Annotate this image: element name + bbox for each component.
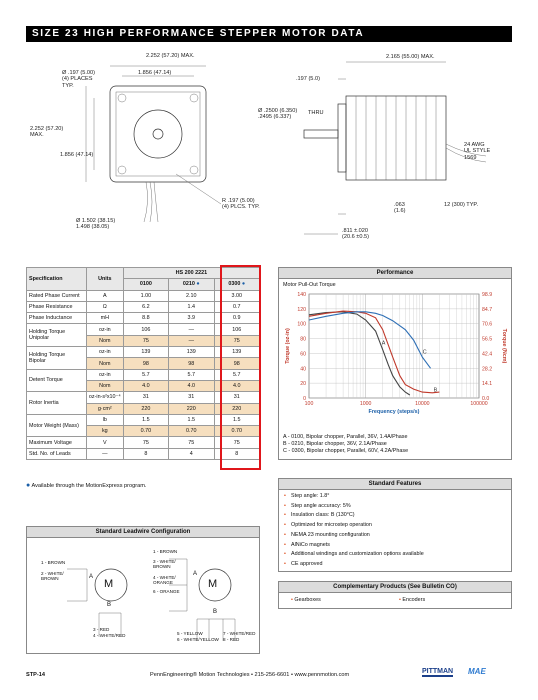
spec-value: 31 [214, 392, 259, 403]
spec-value: 5.7 [214, 369, 259, 380]
y2-tick-label: 42.4 [482, 351, 493, 358]
spec-value: 98 [123, 358, 168, 369]
curve-label-a: A [381, 340, 386, 347]
footer-company: PennEngineering® Motion Technologies • 215-256-6601 • www.pennmotion.com [150, 672, 350, 678]
spec-value: 8 [214, 448, 259, 459]
dim-side-length: 2.165 (55.00) MAX. [386, 54, 435, 60]
left-b1: 3 - RED [93, 627, 110, 632]
performance-title: Performance [279, 268, 511, 279]
spec-value: 31 [123, 392, 168, 403]
spec-label: Phase Resistance [27, 301, 87, 312]
features-panel [278, 478, 512, 572]
spec-unit: oz-in [86, 369, 123, 380]
spec-unit: oz-in [86, 324, 123, 335]
spec-label: Maximum Voltage [27, 437, 87, 448]
dim-lead-length: 12 (300) TYP. [444, 202, 478, 208]
footnote: ● Available through the MotionExpress program. [26, 482, 147, 489]
comp-encoders: • Encoders [399, 597, 426, 603]
spec-value: 106 [123, 324, 168, 335]
spec-value: 139 [169, 347, 214, 358]
spec-unit: Ω [86, 301, 123, 312]
spec-value: 1.4 [169, 301, 214, 312]
dim-shaft-length: .811 ±.020 (20.6 ±0.5) [342, 228, 370, 241]
model-number: HS 200 2221 [123, 268, 259, 279]
dim-left-inner: 1.856 (47.14) [60, 152, 94, 158]
dim-flange: .063 (1.6) [394, 202, 406, 215]
features-list [279, 490, 511, 570]
dim-left-height: 2.252 (57.20) MAX. [30, 126, 64, 139]
y-tick-label: 40 [300, 366, 306, 373]
comp-gearboxes: • Gearboxes [291, 597, 321, 603]
motionexpress-icon: ● [196, 281, 200, 288]
y2-tick-label: 84.7 [482, 306, 493, 313]
x-tick-label: 100000 [470, 401, 488, 407]
spec-value: — [169, 324, 214, 335]
spec-value: 5.7 [123, 369, 168, 380]
chart-label: Motor Pull-Out Torque [283, 282, 336, 288]
motor-symbol-left: M [104, 578, 114, 590]
spec-value: 1.5 [214, 414, 259, 425]
y2-axis-label: Torque (Ncm) [501, 328, 507, 364]
chart-legend [283, 434, 408, 456]
winding-0300: 0300 ● [214, 279, 259, 290]
right-coil-a: A [193, 571, 198, 577]
spec-value: 106 [214, 324, 259, 335]
leadwire-panel [26, 526, 260, 654]
x-axis-label: Frequency (steps/s) [368, 409, 420, 415]
feature-item: • Step angle: 1.8° [279, 492, 511, 502]
spec-label: Holding Torque Bipolar [27, 347, 87, 370]
spec-value: 4.0 [214, 380, 259, 391]
y2-tick-label: 56.5 [482, 336, 493, 343]
legend-c: C - 0300, Bipolar chopper, Parallel, 60V, 4.2A/Phase [283, 448, 409, 455]
plot-area [309, 294, 479, 398]
spec-value: 3.00 [214, 290, 259, 301]
left-a2: 2 - WHITE/ BROWN [41, 571, 64, 581]
feature-item: • Insulation class: B (130°C) [279, 511, 511, 521]
spec-unit: — [86, 448, 123, 459]
page-title: SIZE 23 HIGH PERFORMANCE STEPPER MOTOR DATA [26, 26, 512, 42]
dim-197: .197 (5.0) [296, 76, 320, 82]
y-axis-label: Torque (oz-in) [285, 328, 291, 364]
y2-tick-label: 70.6 [482, 321, 493, 328]
spec-value: 0.70 [123, 426, 168, 437]
right-w7: 7 - WHITE/RED [223, 631, 256, 636]
spec-value: 4.0 [169, 380, 214, 391]
spec-value: 75 [214, 437, 259, 448]
y2-tick-label: 0.0 [482, 396, 490, 402]
dim-front-inner: 1.856 (47.14) [138, 70, 172, 76]
spec-unit: oz-in [86, 347, 123, 358]
motor-drawing [26, 44, 512, 249]
spec-unit: oz-in-s²x10⁻⁴ [86, 392, 123, 403]
complementary-panel [278, 581, 512, 609]
spec-unit: Nom [86, 358, 123, 369]
pittman-logo: PITTMAN [422, 668, 454, 675]
performance-panel [278, 267, 512, 460]
spec-value: 75 [214, 335, 259, 346]
legend-a: A - 0100, Bipolar chopper, Parallel, 36V, 1.4A/Phase [283, 434, 408, 440]
col-units: Units [86, 268, 123, 291]
spec-unit: g·cm² [86, 403, 123, 414]
spec-unit: Nom [86, 380, 123, 391]
right-w4: 6 - ORANGE [153, 589, 180, 594]
legend-b: B - 0210, Bipolar chopper, 36V, 2.1A/Phase [283, 441, 387, 448]
spec-value: 75 [169, 437, 214, 448]
curve-label-b: B [433, 387, 438, 394]
left-b2: 4 - WHITE/RED [93, 633, 126, 638]
spec-value: 220 [214, 403, 259, 414]
leadwire-title: Standard Leadwire Configuration [27, 527, 259, 538]
spec-unit: V [86, 437, 123, 448]
motionexpress-icon: ● [241, 281, 246, 288]
spec-value: 75 [123, 437, 168, 448]
spec-value: 4 [169, 448, 214, 459]
spec-value: 139 [123, 347, 168, 358]
spec-unit: lb [86, 414, 123, 425]
motionexpress-icon: ● [26, 482, 31, 489]
highlight-box [220, 265, 261, 470]
x-tick-label: 100 [304, 401, 314, 407]
features-title: Standard Features [279, 479, 511, 490]
spec-unit: A [86, 290, 123, 301]
dim-leads: 24 AWG UL STYLE 1569 [464, 142, 491, 161]
spec-value: 2.10 [169, 290, 214, 301]
feature-item: • Additional windings and customization options available [279, 550, 511, 560]
spec-value: 139 [214, 347, 259, 358]
right-w6: 6 - WHITE/YELLOW [177, 637, 219, 642]
right-w1: 1 - BROWN [153, 549, 178, 554]
mae-logo: MAE [468, 667, 486, 676]
y-tick-label: 120 [297, 306, 306, 313]
spec-value: 0.9 [214, 313, 259, 324]
right-coil-b: B [213, 609, 218, 615]
curve-label-c: C [422, 349, 427, 356]
spec-label: Rated Phase Current [27, 290, 87, 301]
footer-code: STP-14 [26, 672, 45, 678]
right-w5: 5 - YELLOW [177, 631, 203, 636]
y-tick-label: 140 [297, 292, 306, 298]
spec-label: Std. No. of Leads [27, 448, 87, 459]
spec-value: 1.00 [123, 290, 168, 301]
winding-0100: 0100 [123, 279, 168, 290]
y-tick-label: 100 [297, 321, 306, 328]
spec-value: 3.9 [169, 313, 214, 324]
spec-label: Phase Inductance [27, 313, 87, 324]
feature-item: • Step angle accuracy: 5% [279, 502, 511, 512]
spec-label: Detent Torque [27, 369, 87, 392]
spec-unit: Nom [86, 335, 123, 346]
motor-symbol-right: M [208, 578, 218, 590]
feature-item: • CE approved [279, 560, 511, 570]
y-tick-label: 80 [300, 336, 306, 343]
spec-value: 4.0 [123, 380, 168, 391]
dim-radius-note: R .197 (5.00) (4) PLCS. TYP. [222, 198, 260, 211]
spec-value: 8.8 [123, 313, 168, 324]
y2-tick-label: 14.1 [482, 381, 493, 388]
torque-chart [279, 288, 511, 418]
right-w2: 3 - WHITE/ BROWN [153, 559, 176, 569]
dim-hole-note: Ø .197 (5.00) (4) PLACES TYP. [62, 70, 95, 89]
x-tick-label: 1000 [359, 401, 372, 407]
spec-unit: mH [86, 313, 123, 324]
spec-value: 75 [123, 335, 168, 346]
spec-label: Rotor Inertia [27, 392, 87, 415]
spec-value: 0.70 [169, 426, 214, 437]
feature-item: • AlNiCo magnets [279, 541, 511, 551]
winding-0210: 0210 ● [169, 279, 214, 290]
feature-item: • Optimized for microstep operation [279, 521, 511, 531]
spec-value: — [169, 335, 214, 346]
left-a1: 1 - BROWN [41, 560, 66, 565]
dim-thru: THRU [308, 110, 324, 116]
spec-value: 98 [214, 358, 259, 369]
left-coil-a: A [89, 574, 94, 580]
right-w3: 4 - WHITE/ ORANGE [153, 575, 176, 585]
y2-tick-label: 28.2 [482, 366, 493, 373]
x-tick-label: 10000 [415, 401, 430, 407]
spec-value: 220 [123, 403, 168, 414]
spec-label: Motor Weight (Mass) [27, 414, 87, 437]
spec-value: 0.7 [214, 301, 259, 312]
spec-value: 1.5 [169, 414, 214, 425]
spec-value: 31 [169, 392, 214, 403]
complementary-title: Complementary Products (See Bulletin CO) [279, 582, 511, 593]
y2-tick-label: 98.9 [482, 292, 493, 298]
spec-value: 8 [123, 448, 168, 459]
spec-value: 98 [169, 358, 214, 369]
spec-unit: kg [86, 426, 123, 437]
y-tick-label: 60 [300, 351, 306, 358]
right-w8: 8 - RED [223, 637, 240, 642]
y-tick-label: 20 [300, 381, 306, 388]
spec-value: 0.70 [214, 426, 259, 437]
left-coil-b: B [107, 602, 112, 608]
y-tick-label: 0 [303, 396, 306, 402]
dim-shaft: Ø .2500 (6.350) .2495 (6.337) [258, 108, 298, 121]
feature-item: • NEMA 23 mounting configuration [279, 531, 511, 541]
spec-value: 5.7 [169, 369, 214, 380]
dim-pilot: Ø 1.502 (38.15) 1.498 (38.05) [76, 218, 116, 231]
dim-front-width: 2.252 (57.20) MAX. [146, 53, 195, 59]
spec-value: 220 [169, 403, 214, 414]
spec-value: 6.2 [123, 301, 168, 312]
spec-label: Holding Torque Unipolar [27, 324, 87, 347]
spec-value: 1.5 [123, 414, 168, 425]
col-spec: Specification [27, 268, 87, 291]
